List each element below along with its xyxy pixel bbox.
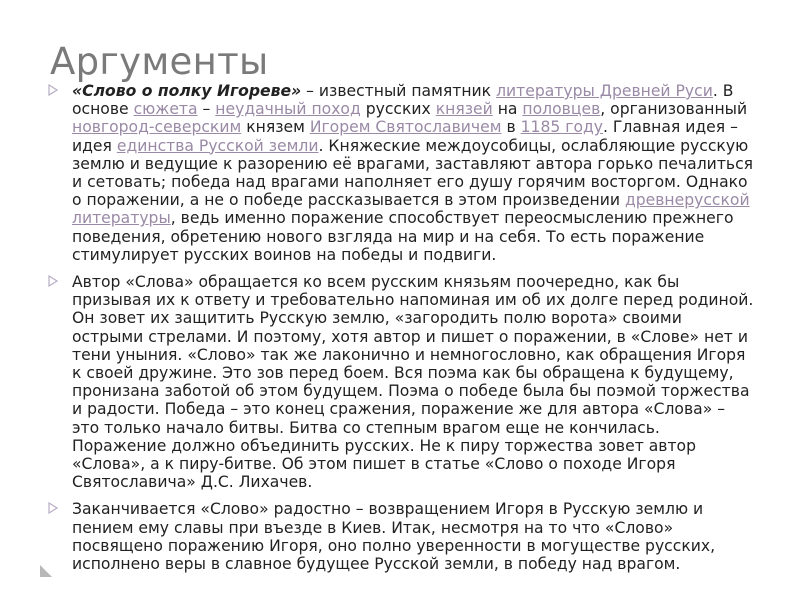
text-link[interactable]: неудачный поход — [215, 100, 361, 119]
text-link[interactable]: единства Русской земли — [116, 136, 319, 155]
text-link[interactable]: князей — [435, 100, 493, 119]
text-link[interactable]: древнерусской литературы — [72, 191, 750, 228]
paragraph-text — [72, 500, 715, 573]
text-link[interactable]: литературы Древней Руси — [496, 82, 713, 100]
text-run: в — [501, 118, 521, 137]
bullet-icon — [48, 275, 58, 287]
text-run: русских — [360, 100, 436, 119]
slide-title: Аргументы — [50, 40, 269, 83]
text-run: на — [492, 100, 523, 119]
text-link[interactable]: половцев — [522, 100, 601, 119]
triangle-nav-icon — [39, 563, 53, 577]
text-run: Автор «Слова» обращается ко всем русским князьям поочередно, как бы призывая их к ответу и требовательно напоминая им об их долге перед родиной. Он зовет их защитить Русскую землю, «загородить полю ворота» своими острыми стрелами. И поэтому, хотя автор и пишет о поражении, в «Слове» нет и тени уныния. «Слово» так же лаконично и немногословно, как обращения Игоря к своей дружине. Это зов перед боем. Вся поэма как бы обращена к будущему, пронизана заботой об этом будущем. Поэма о победе была бы поэмой торжества и радости. Победа – это конец сражения, поражение же для автора «Слова» – это только начало битвы. Битва со степным врагом еще не кончилась. Поражение должно объединить русских. Не к пиру торжества зовет автор «Слова», а к пиру-битве. Об этом пишет в статье «Слово о походе Игоря Святославича» Д.С. Лихачев. — [72, 273, 754, 492]
bullet-icon — [48, 84, 58, 96]
text-run: Заканчивается «Слово» радостно – возвращением Игоря в Русскую землю и пением ему славы при въезде в Киев. Итак, несмотря на то что «Слово» посвящено поражению Игоря, оно полно уверенности в могуществе русских, исполнено веры в славное будущее Русской земли, в победу над врагом. — [72, 500, 716, 574]
paragraph-text — [72, 273, 753, 491]
paragraph-1 — [48, 82, 756, 264]
bullet-icon — [48, 502, 58, 514]
text-link[interactable]: 1185 году — [520, 118, 603, 137]
paragraph-text — [72, 82, 753, 264]
paragraph-3 — [48, 500, 756, 573]
text-link[interactable]: сюжета — [133, 100, 198, 119]
text-run: – — [197, 100, 216, 119]
text-run: – известный памятник — [301, 82, 497, 100]
text-run: . В основе — [72, 82, 734, 119]
text-run: , организованный — [600, 100, 748, 119]
text-run: князем — [241, 118, 310, 137]
paragraph-2 — [48, 273, 756, 491]
text-link[interactable]: Игорем Святославичем — [309, 118, 502, 137]
text-run: . Главная идея – идея — [72, 118, 738, 155]
work-title: «Слово о полку Игореве» — [72, 82, 302, 100]
text-run: , ведь именно поражение способствует переосмыслению прежнего поведения, обретению нового взгляда на мир и на себя. То есть поражение стимулирует русских воинов на победы и подвиги. — [72, 209, 734, 264]
text-link[interactable]: новгород-северским — [72, 118, 242, 137]
text-run: . Княжеские междоусобицы, ослабляющие русскую землю и ведущие к разорению её врагами, заставляют автора горько печалиться и сетовать; победа над врагами наполняет его душу горячим восторгом. Однако о поражении, а не о победе рассказывается в этом произведении — [72, 136, 754, 210]
slide-body — [48, 82, 756, 573]
